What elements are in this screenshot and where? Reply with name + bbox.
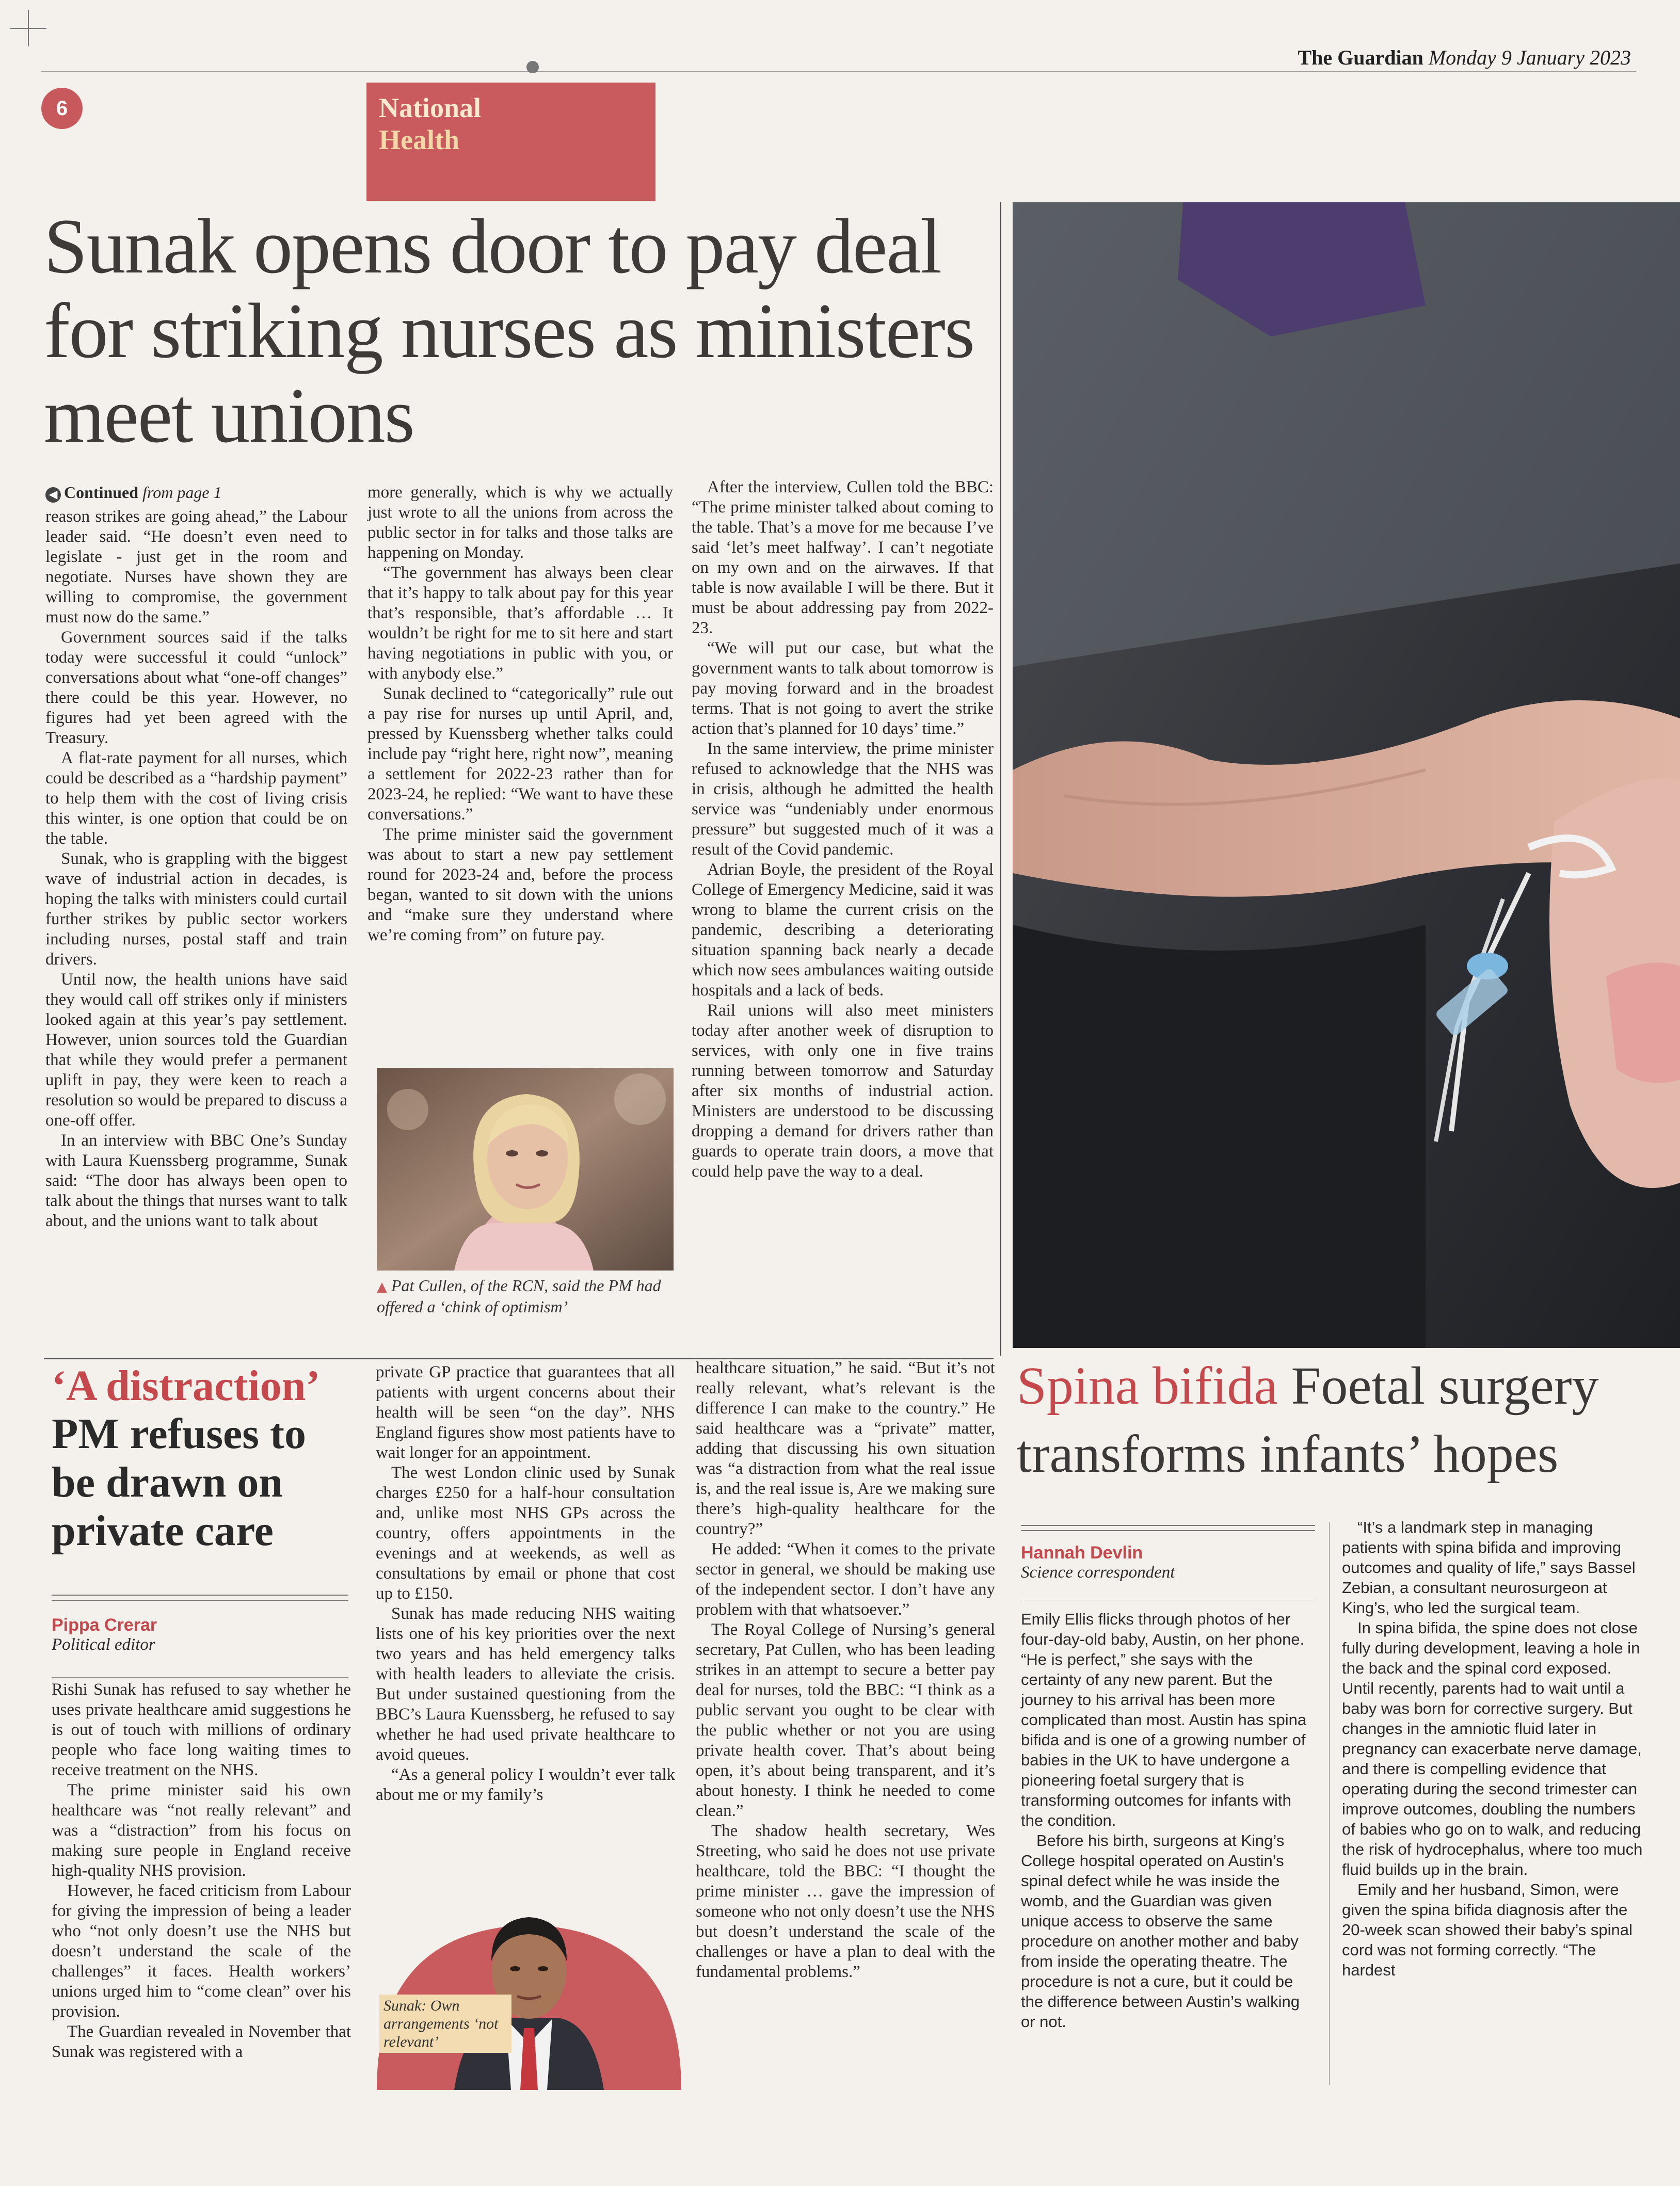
section-line2: Health [379,124,459,155]
masthead-rule [41,71,1636,72]
paragraph: In an interview with BBC One’s Sunday with Laura Kuenssberg programme, Sunak said: “The door has always been open to talk about the things that nurses want to talk about, and the unions want to talk about [45,1131,347,1230]
caption-triangle-icon: ▲ [377,1279,387,1295]
caption-text: Pat Cullen, of the RCN, said the PM had offered a ‘chink of optimism’ [377,1276,661,1316]
sidebar-kicker: ‘A distraction’ [52,1362,321,1410]
section-tag [366,83,655,201]
sunak-portrait [377,1868,681,2090]
paragraph: However, he faced criticism from Labour for giving the impression of being a leader who “not only doesn’t use the NHS but doesn’t understand the scale of the challenges” it faces. Health workers’ unions urged him to “come clean” over his provision. [52,1882,351,2021]
back-arrow-icon: ◀ [45,487,61,503]
paragraph: reason strikes are going ahead,” the Labour leader said. “He doesn’t even need to legislate - just get in the room and negotiate. Nurses have shown they are willing to compromise, the government must now do the same.” [45,507,347,626]
page-number: 6 [41,88,83,129]
paragraph: Emily and her husband, Simon, were given the spina bifida diagnosis after the 20-week scan showed their baby’s spinal cord was not forming correctly. “The hardest [1342,1880,1633,1979]
byline-underline [52,1677,348,1678]
paragraph: private GP practice that guarantees that all patients with urgent concerns about their health will be seen “on the day”. NHS England figures show most patients have to wait longer for an appointment. [376,1363,675,1462]
masthead [1259,45,1631,70]
section-line1: National [379,92,482,123]
paragraph: Government sources said if the talks today were successful it could “unlock” conversations about what “one-off changes” there could be this year. However, no figures had yet been agreed with the Treasury. [45,628,347,747]
paragraph: In the same interview, the prime minister refused to acknowledge that the NHS was in crisis, although he admitted the health service was “undeniably under enormous pressure” but suggested much of it was a result of the Covid pandemic. [692,740,994,859]
byline-rule [52,1595,348,1601]
paragraph: Rail unions will also meet ministers today after another week of disruption to services, with only one in five trains running between tomorrow and Saturday after six months of industrial action. Ministers are understood to be discussing dropping a demand for drivers rather than guards to operate train doors, a move that could help pave the way to a deal. [692,1001,994,1181]
sunak-photo [377,1868,681,2090]
paragraph: “We will put our case, but what the government wants to talk about tomorrow is pay moving forward and in the broadest terms. That is not going to avert the strike action that’s planned for 10 days’ time.” [692,639,994,738]
sunak-caption: Sunak: Own arrangements ‘not relevant’ [379,1995,511,2053]
paragraph: Before his birth, surgeons at King’s College hospital operated on Austin’s spinal defect while he was inside the womb, and the Guardian was given unique access to observe the same procedure on another mother and baby from inside the operating theatre. The procedure is not a cure, but it could be the difference between Austin’s walking or not. [1021,1831,1300,2031]
byline-role: Political editor [52,1635,155,1654]
paragraph: “It’s a landmark step in managing patients with spina bifida and improving outcomes and quality of life,” says Bassel Zebian, a consultant neurosurgeon at King’s, who led the surgical team. [1342,1518,1636,1617]
paragraph: “As a general policy I wouldn’t ever talk about me or my family’s [376,1765,675,1804]
main-col-2 [367,483,673,945]
pat-cullen-portrait [377,1068,674,1271]
continued-from: from page 1 [142,483,222,502]
paragraph: The prime minister said his own healthcare was “not really relevant” and was a “distraction” from his focus on making sure people in England receive high-quality NHS provision. [52,1781,351,1880]
spina-kicker: Spina bifida [1017,1356,1278,1416]
nurse-arm-photo [1013,202,1680,1348]
main-col-1 [45,483,347,1231]
paragraph: A flat-rate payment for all nurses, which could be described as a “hardship payment” to help them with the cost of living crisis this winter, is one option that could be on the table. [45,749,347,848]
paragraph: After the interview, Cullen told the BBC: “The prime minister talked about coming to the table. That’s a move for me because I’ve said ‘let’s meet halfway’. I can’t negotiate on my own and on the airwaves. If that table is now available I will be there. But it must be about addressing pay from 2022-23. [692,478,994,637]
paragraph: The west London clinic used by Sunak charges £250 for a half-hour consultation and, unlike most NHS GPs across the country, offers appointments in the evenings and at weekends, as well as consultations by email or phone that cost up to £150. [376,1464,675,1603]
paragraph: The Guardian revealed in November that Sunak was registered with a [52,2022,351,2061]
sidebar-headline: PM refuses to be drawn on private care [52,1410,306,1555]
binder-hole [526,61,539,73]
paragraph: In spina bifida, the spine does not close fully during development, leaving a hole in the back and the spinal cord exposed. Until recently, parents had to wait until a baby was born for corrective surgery. But changes in the amniotic fluid later in pregnancy can exacerbate nerve damage, and there is compelling evidence that operating during the second trimester can improve outcomes, doubling the numbers of babies who go on to walk, and reducing the risk of hydrocephalus, where too much fluid builds up in the brain. [1342,1619,1643,1878]
spina-byline-rule [1021,1525,1315,1531]
pat-cullen-photo [377,1068,674,1271]
paragraph: Emily Ellis flicks through photos of her four-day-old baby, Austin, on her phone. “He is perfect,” she says with the certainty of any new parent. But the journey to his arrival has been more complicated than most. Austin has spina bifida and is one of a growing number of babies in the UK to have undergone a pioneering foetal surgery that is transforming outcomes for infants with the condition. [1021,1610,1307,1829]
paragraph: Sunak declined to “categorically” rule out a pay rise for nurses up until April, and, pressed by Kuenssberg whether talks could include pay “right here, right now”, meaning a settlement for 2022-23 rather than for 2023-24, he replied: “We want to have these conversations.” [367,684,673,824]
byline-name: Pippa Crerar [52,1615,157,1635]
paragraph: Sunak, who is grappling with the biggest wave of industrial action in decades, is hoping the talks with ministers could curtail further strikes by public sector workers including nurses, postal staff and train drivers. [45,849,347,969]
paragraph: Until now, the health unions have said they would call off strikes only if ministers looked again at this year’s pay settlement. However, union sources told the Guardian that while they would prefer a permanent uplift in pay, they were keen to reach a resolution so would be prepared to discuss a one-off offer. [45,970,347,1130]
sidebar-byline [52,1615,348,1654]
paragraph: The prime minister said the government was about to start a new pay settlement round for 2023-24 and, before the process began, wanted to sit down with the unions and “make sure they understand where we’re coming from” on future pay. [367,825,673,944]
paragraph: “The government has always been clear that it’s happy to talk about pay for this year that’s responsible, that’s affordable … It wouldn’t be right for me to sit here and start having negotiations in public with you, or with anybody else.” [367,564,673,683]
byline-name: Hannah Devlin [1021,1543,1143,1563]
masthead-date: Monday 9 January 2023 [1428,46,1631,69]
continued-label: Continued [64,483,139,502]
paragraph: Adrian Boyle, the president of the Royal College of Emergency Medicine, said it was wrong to blame the current crisis on the pandemic, describing a deteriorating situation spanning back nearly a decade which now sees ambulances waiting outside hospitals and a lack of beds. [692,860,994,1000]
byline-role: Science correspondent [1021,1563,1175,1582]
spina-column-rule [1329,1522,1330,2085]
paragraph: The shadow health secretary, Wes Streeting, who said he does not use private healthcare, told the BBC: “I thought the prime minister … gave the impression of someone who not only doesn’t use the NHS but doesn’t understand the scale of the challenges or have a plan to deal with the fundamental problems.” [696,1822,995,1981]
paragraph: The Royal College of Nursing’s general secretary, Pat Cullen, who has been leading strikes in an attempt to secure a better pay deal for nurses, told the BBC: “I think as a public servant you ought to be clear with the public whether or not you are using private health cover. That’s about being open, it’s about being transparent, and it’s about honesty. I think he needed to come clean.” [696,1620,995,1820]
spina-col-2 [1342,1517,1644,1980]
spina-byline [1021,1543,1315,1582]
paragraph: healthcare situation,” he said. “But it’s not really relevant, what’s relevant is the difference I can make to the country.” He said healthcare was a “private” matter, adding that discussing his own situation was “a distraction from what the real issue is, and the real issue is, Are we making sure there’s high-quality healthcare for the country?” [696,1359,995,1538]
continued-marker [45,483,347,503]
crop-mark [10,10,46,46]
spina-col-1 [1021,1609,1315,2032]
sidebar-col-3 [696,1358,995,1982]
sidebar-col-2 [376,1362,675,1805]
paragraph: He added: “When it comes to the private sector in general, we should be making use of the independent sector. I don’t have any problem with that whatsoever.” [696,1540,995,1619]
main-col-3 [692,477,994,1182]
pat-cullen-caption [377,1276,676,1316]
masthead-paper: The Guardian [1298,46,1423,69]
main-photo [1013,202,1680,1348]
column-rule [1000,202,1001,1356]
sidebar-col-1 [52,1680,351,2062]
paragraph: more generally, which is why we actually just wrote to all the unions from across the public sector in for talks and those talks are happening on Monday. [367,483,673,562]
paragraph: Rishi Sunak has refused to say whether he uses private healthcare amid suggestions he is out of touch with millions of ordinary people who face long waiting times to receive treatment on the NHS. [52,1680,351,1779]
spina-heading [1017,1352,1672,1488]
sidebar-heading [52,1362,341,1555]
paragraph: Sunak has made reducing NHS waiting lists one of his key priorities over the next two years and has held emergency talks with health leaders to alleviate the crisis. But under sustained questioning from the BBC’s Laura Kuenssberg, he refused to say whether he had used private healthcare to avoid queues. [376,1604,675,1764]
spina-headline: Foetal surgery transforms infants’ hopes [1017,1356,1599,1484]
main-headline: Sunak opens door to pay deal for striking nurses as ministers meet unions [44,203,974,459]
